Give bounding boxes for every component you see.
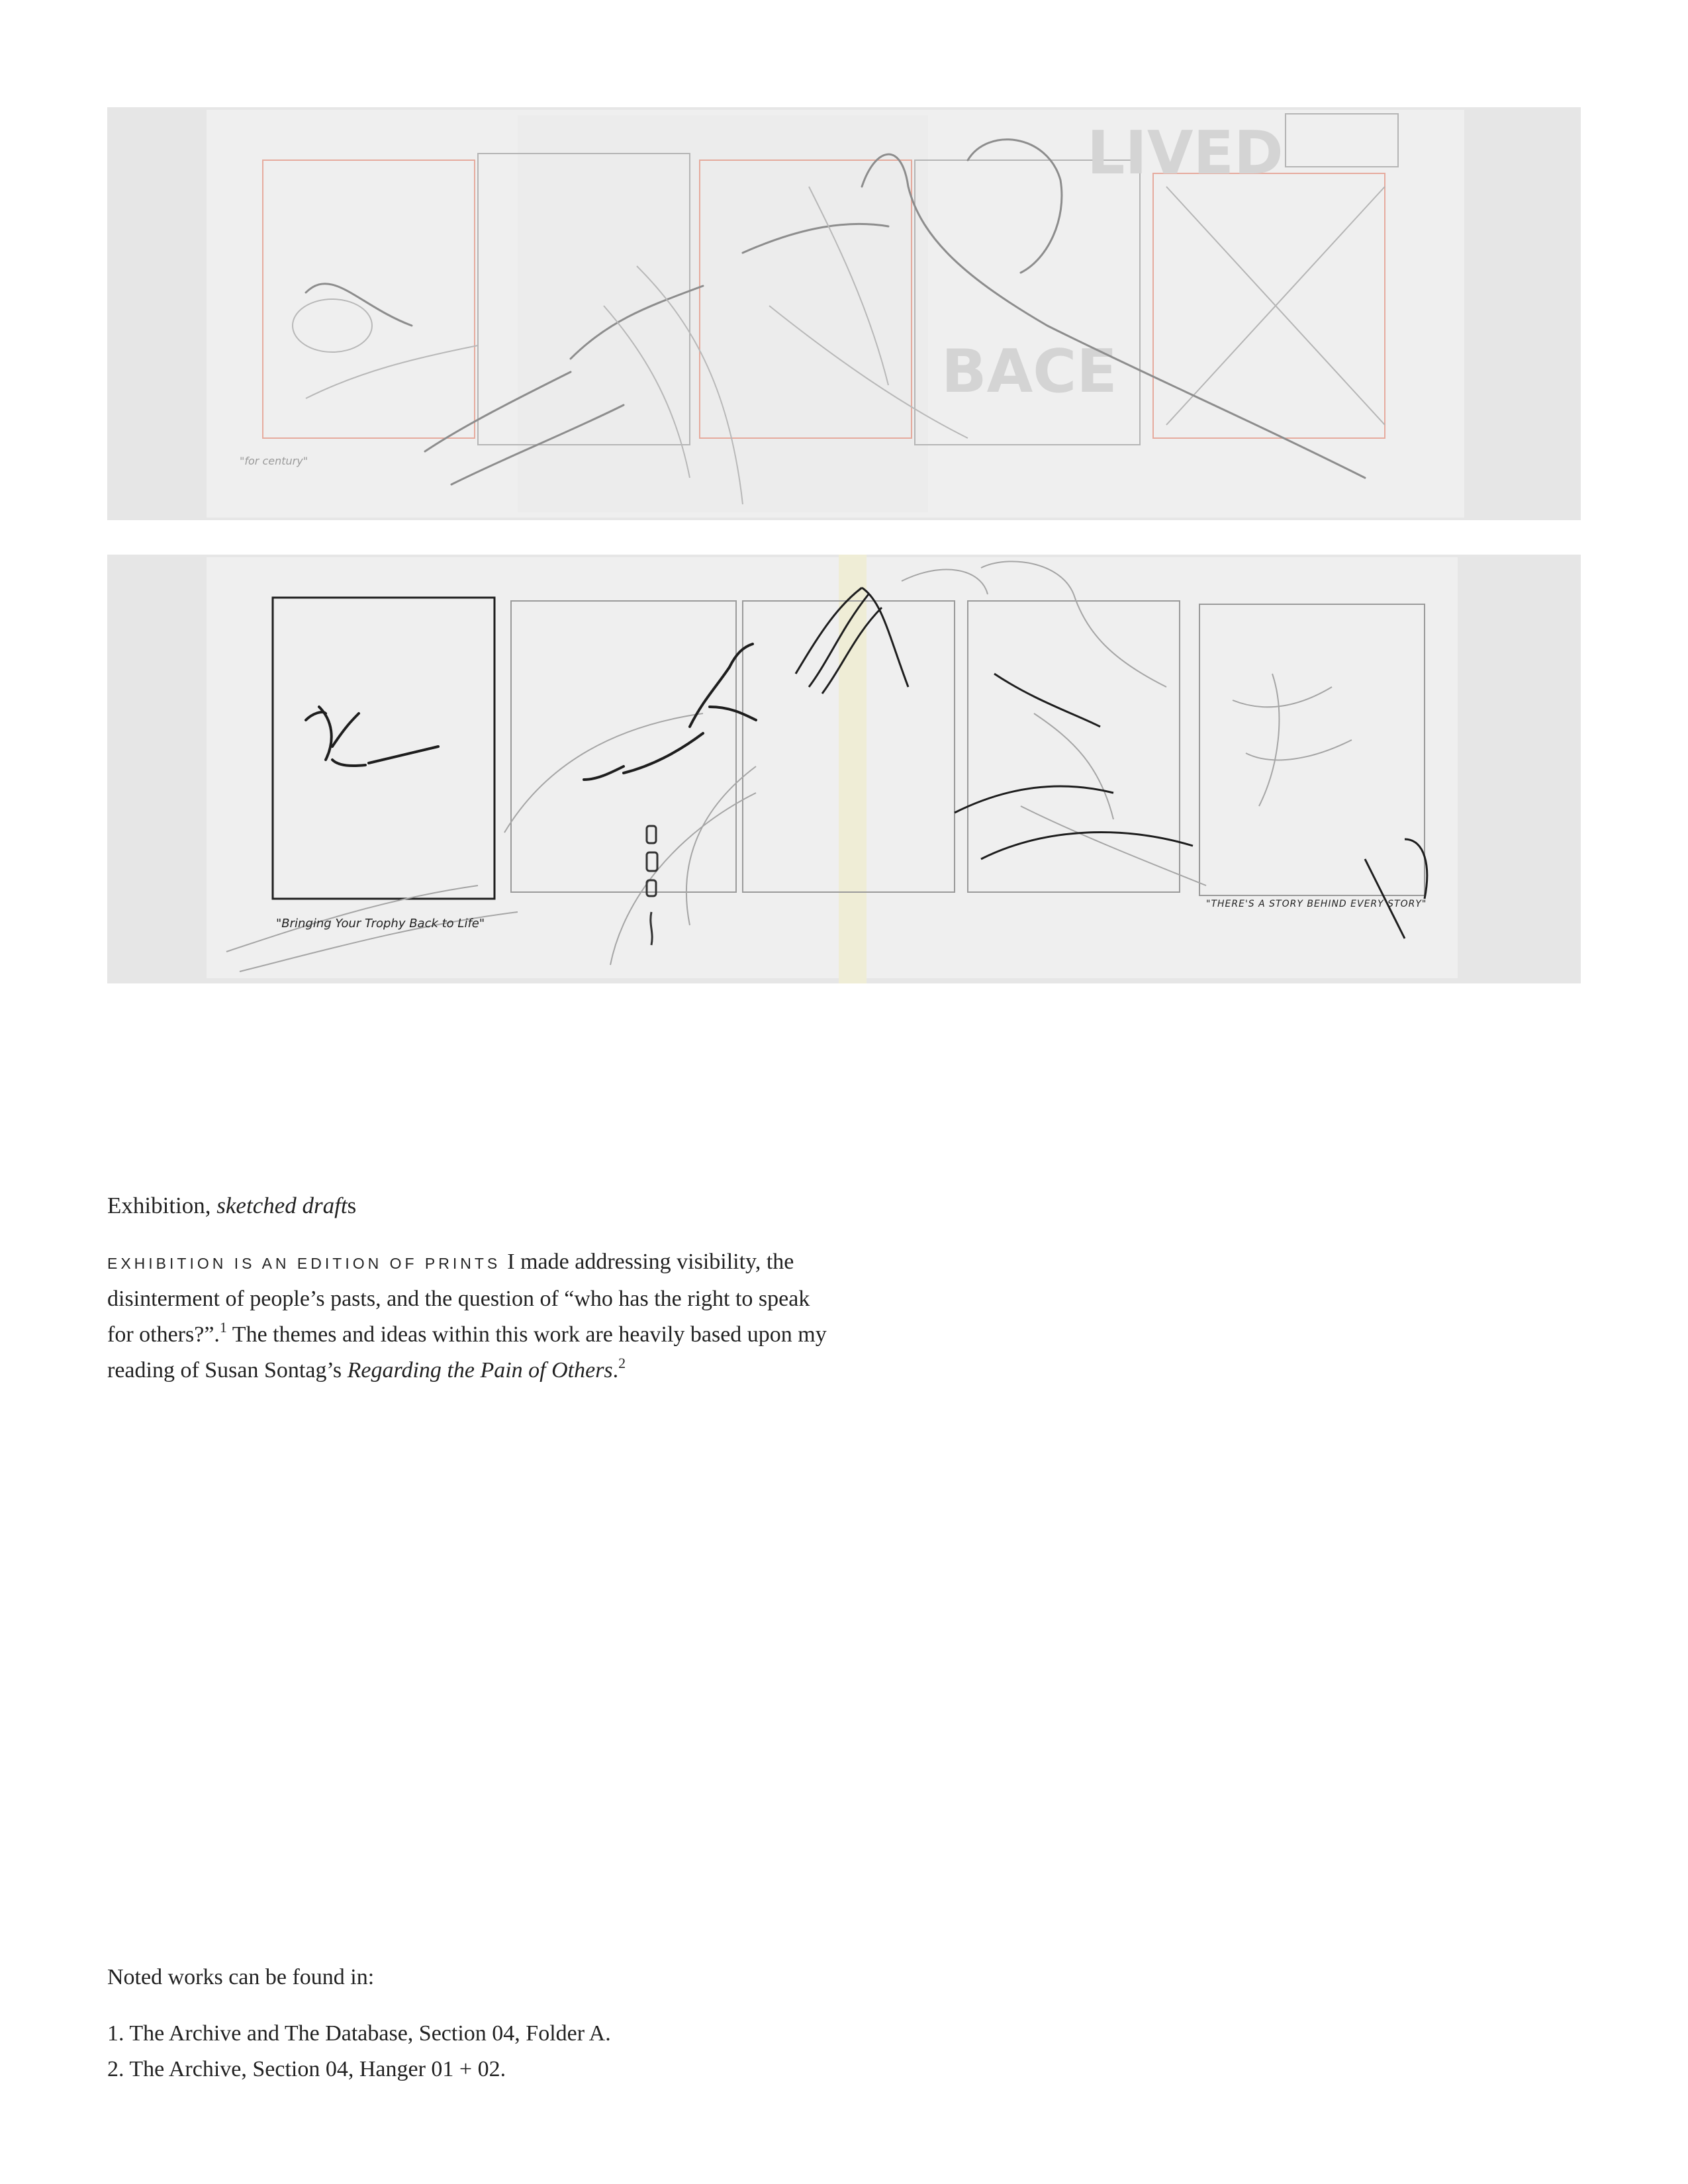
- body-text-2: The themes and ideas within this work are heavily based upon my reading of Susan Sontag’s: [107, 1322, 827, 1383]
- svg-text:BACE: BACE: [941, 337, 1117, 406]
- lead-caps: EXHIBITION IS AN EDITION OF PRINTS: [107, 1255, 501, 1272]
- note-item: 1. The Archive and The Database, Section 04, Folder A.: [107, 2021, 611, 2046]
- faint-sketch-image: [107, 107, 1581, 520]
- note-item: 2. The Archive, Section 04, Hanger 01 + 02.: [107, 2057, 506, 2081]
- footnote-ref-2: 2: [618, 1355, 626, 1371]
- caption-italic: sketched draft: [216, 1193, 348, 1218]
- footnote-ref-1: 1: [219, 1319, 227, 1336]
- caption-prefix: Exhibition,: [107, 1193, 217, 1218]
- body-paragraph: [107, 1244, 835, 1388]
- sketch-photo-top: [107, 107, 1581, 520]
- notes-title: Noted works can be found in:: [107, 1965, 375, 1989]
- ink-sketch-image: [107, 555, 1581, 983]
- body-text-1: I made addressing visibility, the disinterment of people’s pasts, and the question of “who has the right to speak for others?”.: [107, 1250, 810, 1347]
- svg-text:LIVED: LIVED: [1087, 118, 1284, 188]
- body-text-3: .: [612, 1358, 619, 1383]
- book-title: Regarding the Pain of Others: [347, 1358, 613, 1383]
- svg-text:"for century": "for century": [240, 455, 308, 467]
- sketch-photo-bottom: [107, 555, 1581, 983]
- notes-list: [107, 2016, 611, 2087]
- sketch-annotation-right: "THERE'S A STORY BEHIND EVERY STORY": [1206, 899, 1427, 909]
- sketch-annotation-left: "Bringing Your Trophy Back to Life": [276, 917, 485, 931]
- caption-suffix: s: [347, 1193, 357, 1218]
- figure-caption: [107, 1191, 356, 1220]
